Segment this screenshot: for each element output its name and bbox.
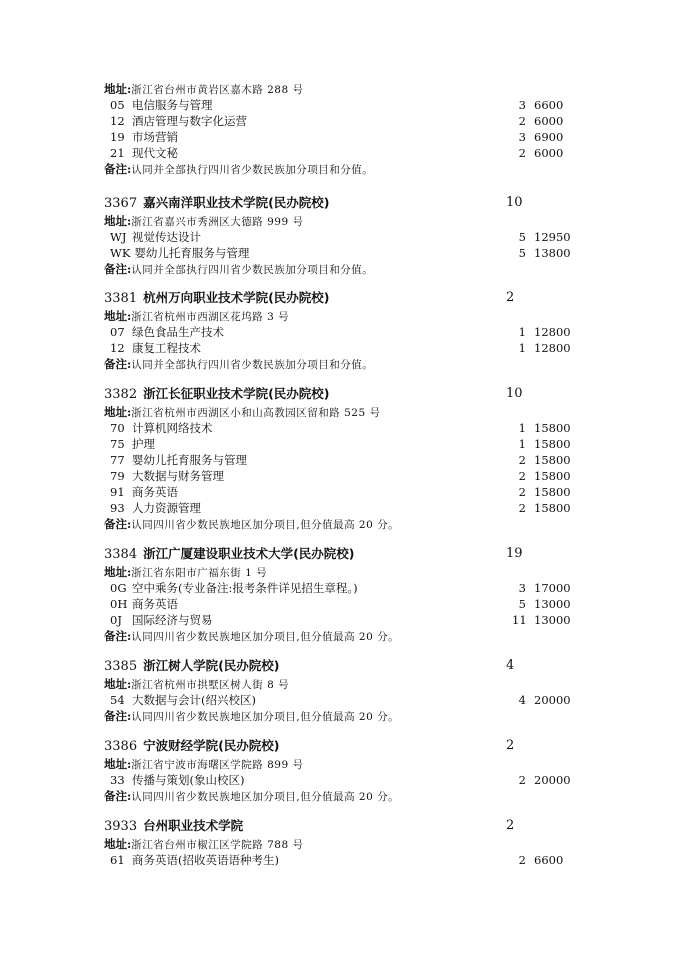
major-fee: 13000 [534, 613, 571, 627]
note-label: 备注: [104, 789, 132, 803]
major-code: 0J [110, 613, 122, 627]
major-fee: 13000 [534, 597, 571, 611]
major-quota: 5 [518, 230, 526, 244]
note-label: 备注: [104, 709, 132, 723]
major-code: 19 [110, 130, 125, 144]
major-code: 0H [110, 597, 128, 611]
major-code: 75 [110, 437, 125, 451]
note-text: 认同并全部执行四川省少数民族加分项目和分值。 [131, 359, 374, 371]
address-line [104, 213, 584, 229]
school-block [104, 288, 584, 372]
major-quota: 11 [512, 613, 527, 627]
major-code: 12 [110, 114, 125, 128]
major-name: 电信服务与管理 [132, 98, 213, 112]
major-quota: 5 [518, 246, 526, 260]
school-block [104, 544, 584, 644]
note-line [104, 356, 584, 372]
school-code: 3386 [104, 739, 138, 754]
major-row [104, 612, 584, 628]
note-line [104, 788, 584, 804]
major-row [104, 452, 584, 468]
major-code: 54 [110, 693, 125, 707]
major-quota: 3 [518, 581, 526, 595]
major-fee: 15800 [534, 501, 571, 515]
note-line [104, 161, 584, 177]
address-label: 地址: [104, 405, 132, 419]
address-label: 地址: [104, 309, 132, 323]
major-row [104, 229, 584, 245]
school-header [104, 384, 584, 404]
major-fee: 6900 [534, 130, 564, 144]
major-fee: 12950 [534, 230, 571, 244]
address-line [104, 81, 584, 97]
major-quota: 3 [518, 130, 526, 144]
major-code: 91 [110, 485, 125, 499]
major-name: 大数据与财务管理 [132, 469, 224, 483]
major-fee: 20000 [534, 773, 571, 787]
major-name: 空中乘务(专业备注:报考条件详见招生章程。) [132, 581, 358, 595]
address-text: 浙江省台州市椒江区学院路 788 号 [131, 839, 304, 851]
major-name: 商务英语 [132, 485, 178, 499]
school-header [104, 816, 584, 836]
address-text: 浙江省杭州市拱墅区树人街 8 号 [131, 679, 290, 691]
address-label: 地址: [104, 82, 132, 96]
major-quota: 2 [518, 453, 526, 467]
major-name: 护理 [132, 437, 155, 451]
major-fee: 6000 [534, 114, 564, 128]
major-name: 大数据与会计(绍兴校区) [132, 693, 256, 707]
major-quota: 2 [518, 501, 526, 515]
note-text: 认同并全部执行四川省少数民族加分项目和分值。 [131, 164, 374, 176]
major-fee: 15800 [534, 485, 571, 499]
major-fee: 6600 [534, 98, 564, 112]
address-text: 浙江省杭州市西湖区花坞路 3 号 [131, 311, 290, 323]
note-line [104, 261, 584, 277]
major-quota: 3 [518, 98, 526, 112]
major-code: 12 [110, 341, 125, 355]
school-total: 2 [506, 818, 515, 833]
note-line [104, 628, 584, 644]
major-fee: 17000 [534, 581, 571, 595]
school-total: 2 [506, 738, 515, 753]
major-code: 79 [110, 469, 125, 483]
major-fee: 13800 [534, 246, 571, 260]
major-row [104, 113, 584, 129]
school-total: 10 [506, 195, 523, 210]
major-code: 0G [110, 581, 127, 595]
note-text: 认同并全部执行四川省少数民族加分项目和分值。 [131, 264, 374, 276]
address-line [104, 404, 584, 420]
school-header [104, 736, 584, 756]
address-line [104, 308, 584, 324]
major-fee: 15800 [534, 453, 571, 467]
major-quota: 2 [518, 146, 526, 160]
major-quota: 1 [518, 437, 526, 451]
major-quota: 2 [518, 853, 526, 867]
major-quota: 5 [518, 597, 526, 611]
major-name: 商务英语 [132, 597, 178, 611]
major-code: 70 [110, 421, 125, 435]
school-total: 10 [506, 386, 523, 401]
school-name: 浙江长征职业技术学院(民办院校) [143, 386, 330, 401]
school-name: 浙江广厦建设职业技术大学(民办院校) [143, 546, 355, 561]
major-fee: 15800 [534, 421, 571, 435]
major-row [104, 324, 584, 340]
school-name: 台州职业技术学院 [143, 818, 244, 833]
major-row [104, 484, 584, 500]
major-row [104, 580, 584, 596]
school-name: 杭州万向职业技术学院(民办院校) [143, 290, 330, 305]
major-row [104, 468, 584, 484]
school-block [104, 384, 584, 532]
note-line [104, 708, 584, 724]
major-quota: 1 [518, 341, 526, 355]
school-name: 浙江树人学院(民办院校) [143, 658, 280, 673]
major-name: 婴幼儿托育服务与管理 [132, 453, 247, 467]
major-fee: 15800 [534, 437, 571, 451]
major-code: WK [110, 246, 131, 260]
major-quota: 2 [518, 114, 526, 128]
major-name: 计算机网络技术 [132, 421, 213, 435]
school-header [104, 544, 584, 564]
address-line [104, 676, 584, 692]
major-row [104, 129, 584, 145]
major-fee: 6600 [534, 853, 564, 867]
school-block [104, 193, 584, 277]
school-code: 3382 [104, 387, 138, 402]
major-name: 国际经济与贸易 [132, 613, 213, 627]
address-label: 地址: [104, 214, 132, 228]
major-code: 61 [110, 853, 125, 867]
major-fee: 20000 [534, 693, 571, 707]
major-code: WJ [110, 230, 127, 244]
school-total: 2 [506, 290, 515, 305]
major-row [104, 340, 584, 356]
school-code: 3385 [104, 659, 138, 674]
major-code: 21 [110, 146, 125, 160]
continued-school-block [104, 81, 584, 177]
address-label: 地址: [104, 565, 132, 579]
major-name: 视觉传达设计 [132, 230, 201, 244]
school-block [104, 656, 584, 724]
major-fee: 6000 [534, 146, 564, 160]
note-label: 备注: [104, 262, 132, 276]
school-header [104, 656, 584, 676]
school-name: 嘉兴南洋职业技术学院(民办院校) [143, 195, 330, 210]
note-text: 认同四川省少数民族地区加分项目,但分值最高 20 分。 [131, 519, 400, 531]
major-row [104, 772, 584, 788]
major-name: 传播与策划(象山校区) [132, 773, 245, 787]
school-header [104, 193, 584, 213]
major-quota: 2 [518, 485, 526, 499]
major-code: 05 [110, 98, 125, 112]
address-text: 浙江省杭州市西湖区小和山高教园区留和路 525 号 [131, 407, 381, 419]
school-total: 19 [506, 546, 523, 561]
note-text: 认同四川省少数民族地区加分项目,但分值最高 20 分。 [131, 711, 400, 723]
major-name: 婴幼儿托育服务与管理 [134, 246, 250, 260]
school-code: 3381 [104, 291, 138, 306]
major-row [104, 436, 584, 452]
major-code: 07 [110, 325, 125, 339]
note-text: 认同四川省少数民族地区加分项目,但分值最高 20 分。 [131, 631, 400, 643]
note-label: 备注: [104, 517, 132, 531]
address-line [104, 756, 584, 772]
major-row [104, 97, 584, 113]
major-name: 绿色食品生产技术 [132, 325, 224, 339]
school-total: 4 [506, 658, 515, 673]
address-line [104, 564, 584, 580]
major-row [104, 145, 584, 161]
school-code: 3384 [104, 547, 138, 562]
note-label: 备注: [104, 629, 132, 643]
major-name: 康复工程技术 [132, 341, 201, 355]
major-name: 商务英语(招收英语语种考生) [132, 853, 279, 867]
school-block [104, 736, 584, 804]
major-name: 人力资源管理 [132, 501, 201, 515]
address-label: 地址: [104, 757, 132, 771]
major-name: 市场营销 [132, 130, 178, 144]
major-quota: 2 [518, 773, 526, 787]
address-label: 地址: [104, 837, 132, 851]
major-quota: 1 [518, 421, 526, 435]
major-fee: 12800 [534, 325, 571, 339]
note-label: 备注: [104, 162, 132, 176]
major-code: 33 [110, 773, 125, 787]
major-row [104, 852, 584, 868]
major-row [104, 420, 584, 436]
school-code: 3367 [104, 196, 138, 211]
address-line [104, 836, 584, 852]
major-row [104, 245, 584, 261]
major-fee: 12800 [534, 341, 571, 355]
address-text: 浙江省宁波市海曙区学院路 899 号 [131, 759, 304, 771]
address-label: 地址: [104, 677, 132, 691]
major-quota: 1 [518, 325, 526, 339]
major-quota: 4 [518, 693, 526, 707]
major-row [104, 692, 584, 708]
major-row [104, 596, 584, 612]
school-code: 3933 [104, 819, 138, 834]
address-text: 浙江省东阳市广福东街 1 号 [131, 567, 268, 579]
major-name: 现代文秘 [132, 146, 178, 160]
major-fee: 15800 [534, 469, 571, 483]
school-block [104, 816, 584, 868]
major-code: 77 [110, 453, 125, 467]
major-code: 93 [110, 501, 125, 515]
note-line [104, 516, 584, 532]
note-label: 备注: [104, 357, 132, 371]
school-header [104, 288, 584, 308]
school-name: 宁波财经学院(民办院校) [143, 738, 280, 753]
address-text: 浙江省嘉兴市秀洲区大德路 999 号 [131, 216, 304, 228]
major-row [104, 500, 584, 516]
major-name: 酒店管理与数字化运营 [132, 114, 247, 128]
address-text: 浙江省台州市黄岩区嘉木路 288 号 [131, 84, 304, 96]
major-quota: 2 [518, 469, 526, 483]
note-text: 认同四川省少数民族地区加分项目,但分值最高 20 分。 [131, 791, 400, 803]
